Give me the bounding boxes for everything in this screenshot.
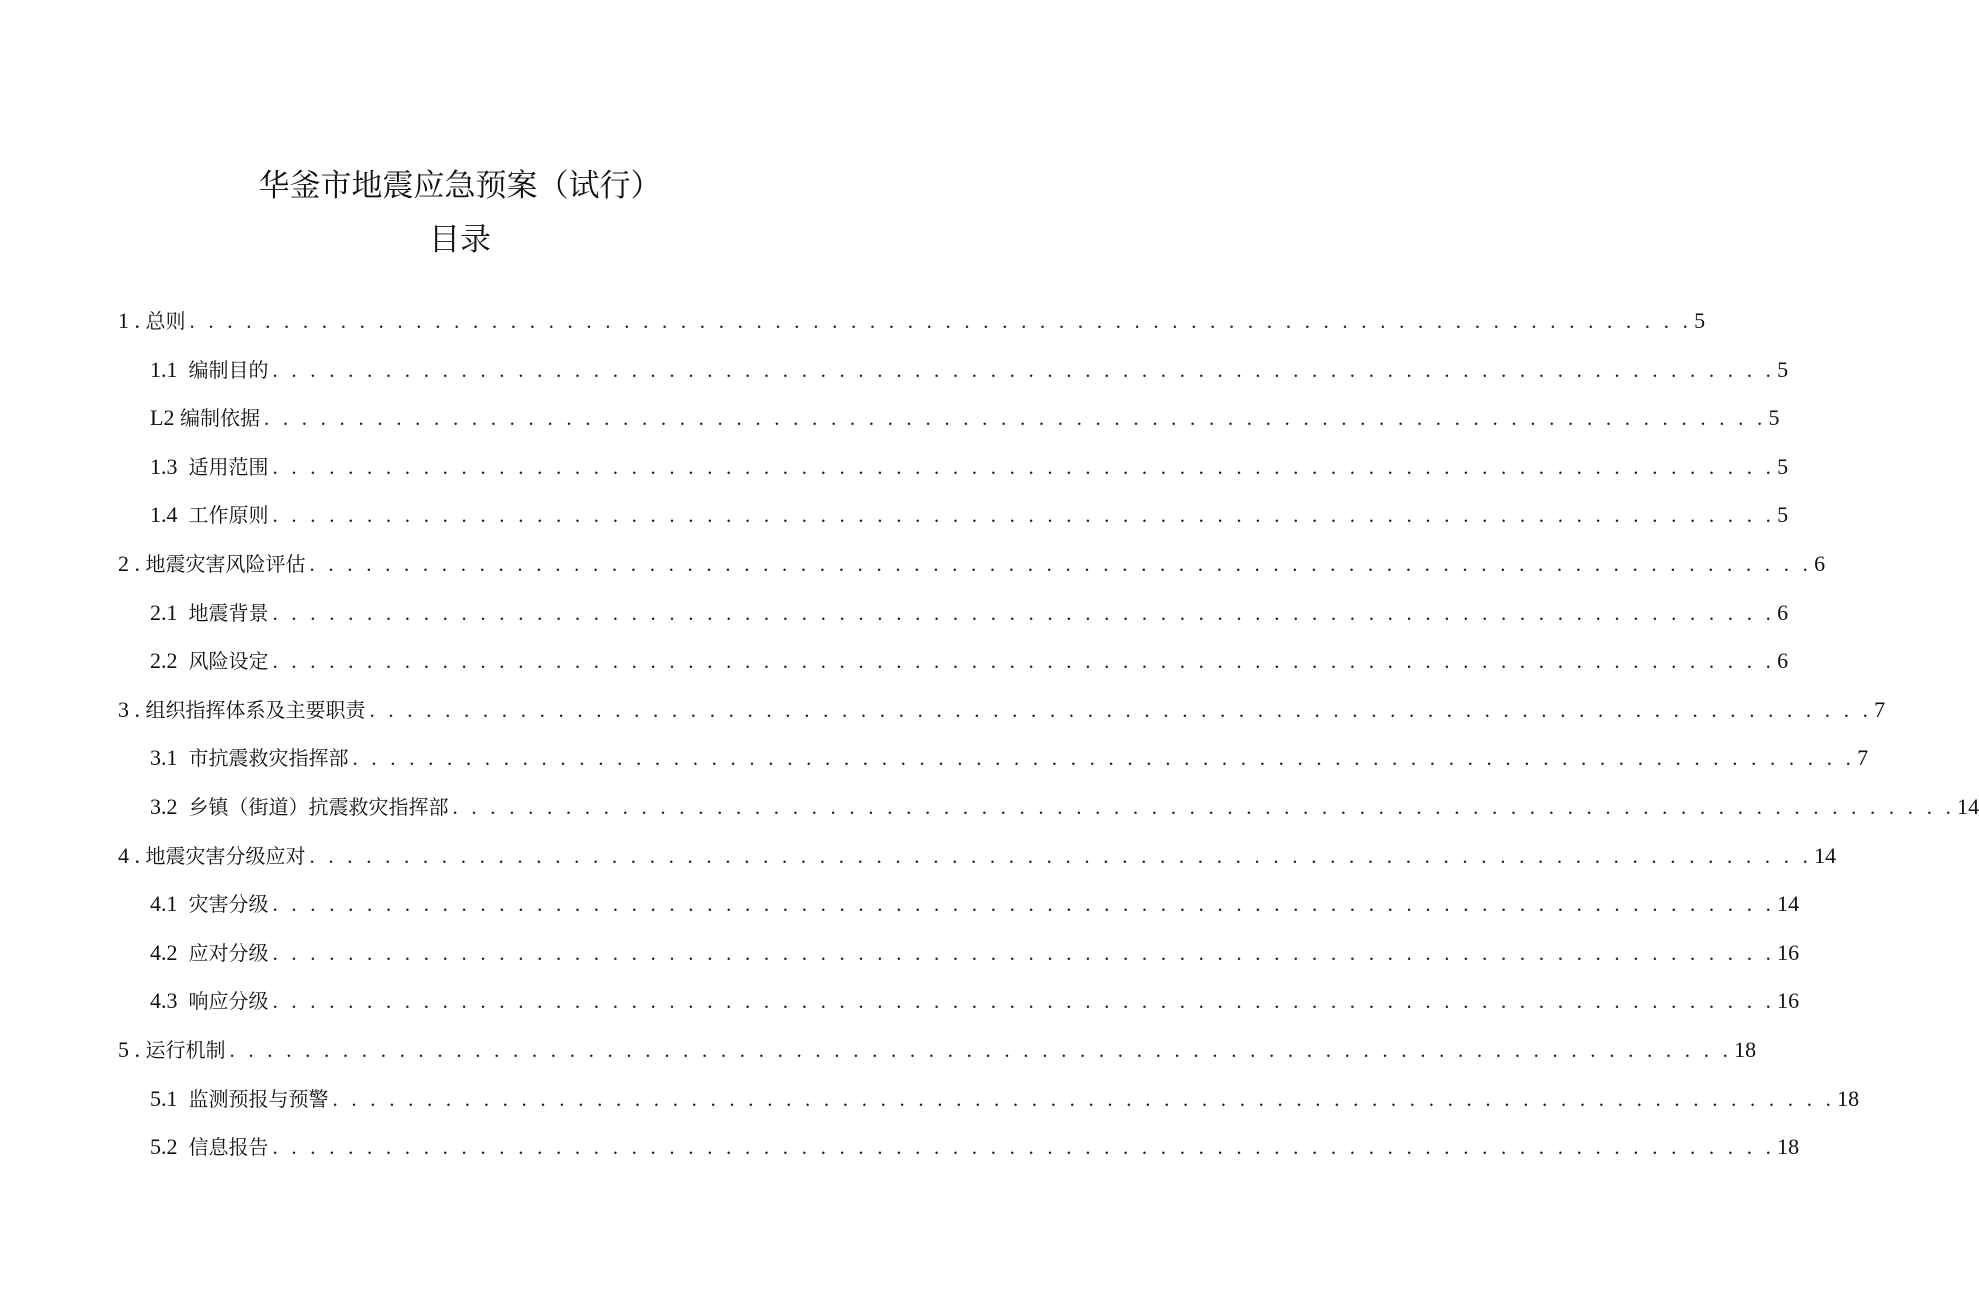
toc-entry[interactable] xyxy=(118,831,1837,871)
toc-entry[interactable] xyxy=(150,976,1800,1016)
toc-entry-number: 4.1 xyxy=(150,891,189,917)
toc-leader-dots: . . . . . . . . . . . . . . . . . . . . . . . . . . . . . . . . . . . . . . . . . . . . . . . . . . . . . . . . . . . . . . . . . . . . . . . . . . . . . . . . xyxy=(452,795,1956,819)
toc-leader-dots: . . . . . . . . . . . . . . . . . . . . . . . . . . . . . . . . . . . . . . . . . . . . . . . . . . . . . . . . . . . . . . . . . . . . . . . . . . . . . . . . xyxy=(272,600,1776,625)
toc-entry[interactable] xyxy=(150,879,1800,919)
toc-entry-label: 乡镇（街道）抗震救灾指挥部 xyxy=(188,795,449,819)
toc-entry-number: 2 . xyxy=(118,551,146,576)
toc-entry[interactable] xyxy=(118,539,1826,579)
toc-entry-label: 地震背景 xyxy=(188,600,269,625)
toc-leader-dots: . . . . . . . . . . . . . . . . . . . . . . . . . . . . . . . . . . . . . . . . . . . . . . . . . . . . . . . . . . . . . . . . . . . . . . . . . . . . . . . . xyxy=(229,1038,1733,1062)
toc-entry-number: 4 . xyxy=(118,842,146,868)
toc-entry-label: 监测预报与预警 xyxy=(188,1086,329,1111)
toc-entry-page-number: 6 xyxy=(1777,599,1789,625)
toc-leader-dots: . . . . . . . . . . . . . . . . . . . . . . . . . . . . . . . . . . . . . . . . . . . . . . . . . . . . . . . . . . . . . . . . . . . . . . . . . . . . . . . . xyxy=(309,843,1813,868)
toc-entry-label: 风险设定 xyxy=(188,649,269,674)
toc-entry-label: 运行机制 xyxy=(145,1038,226,1062)
toc-entry-number: 1.1 xyxy=(150,356,189,382)
toc-entry[interactable] xyxy=(150,442,1789,482)
toc-entry[interactable] xyxy=(150,588,1789,628)
toc-leader-dots: . . . . . . . . . . . . . . . . . . . . . . . . . . . . . . . . . . . . . . . . . . . . . . . . . . . . . . . . . . . . . . . . . . . . . . . . . . . . . . . . xyxy=(272,1135,1776,1160)
toc-heading: 目录 xyxy=(429,222,491,258)
toc-entry-page-number: 18 xyxy=(1734,1037,1757,1062)
toc-entry-number: 4.2 xyxy=(150,939,189,965)
toc-leader-dots: . . . . . . . . . . . . . . . . . . . . . . . . . . . . . . . . . . . . . . . . . . . . . . . . . . . . . . . . . . . . . . . . . . . . . . . . . . . . . . . . xyxy=(272,989,1776,1014)
toc-entry[interactable] xyxy=(150,1074,1860,1114)
toc-entry[interactable] xyxy=(150,393,1780,433)
toc-entry-number: 2.1 xyxy=(150,599,189,625)
toc-entry[interactable] xyxy=(150,733,1869,773)
toc-entry-page-number: 14 xyxy=(1814,842,1837,868)
toc-entry-label: 地震灾害风险评估 xyxy=(145,552,306,576)
toc-leader-dots: . . . . . . . . . . . . . . . . . . . . . . . . . . . . . . . . . . . . . . . . . . . . . . . . . . . . . . . . . . . . . . . . . . . . . . . . . . . . . . . . xyxy=(369,697,1873,722)
toc-leader-dots: . . . . . . . . . . . . . . . . . . . . . . . . . . . . . . . . . . . . . . . . . . . . . . . . . . . . . . . . . . . . . . . . . . . . . . . . . . . . . . . . xyxy=(272,503,1776,528)
document-title: 华釜市地震应急预案（试行） xyxy=(258,168,662,204)
toc-entry-page-number: 7 xyxy=(1874,696,1886,722)
toc-leader-dots: . . . . . . . . . . . . . . . . . . . . . . . . . . . . . . . . . . . . . . . . . . . . . . . . . . . . . . . . . . . . . . . . . . . . . . . . . . . . . . . . xyxy=(272,892,1776,917)
toc-entry-label: 总则 xyxy=(145,309,186,333)
toc-entry-label: 适用范围 xyxy=(188,454,269,479)
toc-leader-dots: . . . . . . . . . . . . . . . . . . . . . . . . . . . . . . . . . . . . . . . . . . . . . . . . . . . . . . . . . . . . . . . . . . . . . . . . . . . . . . . . xyxy=(272,357,1776,382)
toc-entry-page-number: 18 xyxy=(1837,1085,1860,1111)
toc-leader-dots: . . . . . . . . . . . . . . . . . . . . . . . . . . . . . . . . . . . . . . . . . . . . . . . . . . . . . . . . . . . . . . . . . . . . . . . . . . . . . . . . xyxy=(332,1086,1836,1111)
toc-entry-page-number: 5 xyxy=(1777,453,1789,479)
toc-entry-number: L2 xyxy=(150,405,180,431)
toc-entry-page-number: 14 xyxy=(1957,794,1979,819)
toc-entry[interactable] xyxy=(118,296,1706,336)
toc-leader-dots: . . . . . . . . . . . . . . . . . . . . . . . . . . . . . . . . . . . . . . . . . . . . . . . . . . . . . . . . . . . . . . . . . . . . . . . . . . . . . . . . xyxy=(189,309,1693,333)
toc-entry[interactable] xyxy=(118,685,1886,725)
toc-entry-label: 编制目的 xyxy=(188,357,269,382)
toc-entry[interactable] xyxy=(150,345,1789,385)
toc-entry-page-number: 5 xyxy=(1777,502,1789,528)
toc-entry[interactable] xyxy=(150,1122,1800,1162)
toc-entry[interactable] xyxy=(150,490,1789,530)
toc-entry-number: 3.2 xyxy=(150,794,189,819)
toc-entry-number: 2.2 xyxy=(150,648,189,674)
toc-entry-label: 信息报告 xyxy=(188,1135,269,1160)
toc-entry-label: 响应分级 xyxy=(188,989,269,1014)
toc-entry-number: 5 . xyxy=(118,1037,146,1062)
toc-entry-number: 1.4 xyxy=(150,502,189,528)
toc-entry-label: 工作原则 xyxy=(188,503,269,528)
toc-entry[interactable] xyxy=(118,1025,1757,1065)
toc-leader-dots: . . . . . . . . . . . . . . . . . . . . . . . . . . . . . . . . . . . . . . . . . . . . . . . . . . . . . . . . . . . . . . . . . . . . . . . . . . . . . . . . xyxy=(272,454,1776,479)
toc-entry-page-number: 5 xyxy=(1777,356,1789,382)
toc-entry-number: 5.2 xyxy=(150,1134,189,1160)
toc-entry-page-number: 18 xyxy=(1777,1134,1800,1160)
toc-leader-dots: . . . . . . . . . . . . . . . . . . . . . . . . . . . . . . . . . . . . . . . . . . . . . . . . . . . . . . . . . . . . . . . . . . . . . . . . . . . . . . . . xyxy=(352,746,1856,771)
toc-entry-page-number: 5 xyxy=(1694,308,1706,333)
toc-entry-label: 编制依据 xyxy=(179,406,260,431)
toc-entry-label: 灾害分级 xyxy=(188,892,269,917)
toc-leader-dots: . . . . . . . . . . . . . . . . . . . . . . . . . . . . . . . . . . . . . . . . . . . . . . . . . . . . . . . . . . . . . . . . . . . . . . . . . . . . . . . . xyxy=(272,649,1776,674)
toc-entry-number: 3.1 xyxy=(150,745,189,771)
toc-entry-page-number: 6 xyxy=(1777,648,1789,674)
toc-entry[interactable] xyxy=(150,782,1979,822)
toc-entry-page-number: 14 xyxy=(1777,891,1800,917)
toc-entry-page-number: 16 xyxy=(1777,939,1800,965)
toc-entry-number: 4.3 xyxy=(150,988,189,1014)
toc-entry-page-number: 5 xyxy=(1768,405,1780,431)
toc-entry-number: 1.3 xyxy=(150,453,189,479)
toc-leader-dots: . . . . . . . . . . . . . . . . . . . . . . . . . . . . . . . . . . . . . . . . . . . . . . . . . . . . . . . . . . . . . . . . . . . . . . . . . . . . . . . . xyxy=(309,552,1813,576)
toc-entry-page-number: 6 xyxy=(1814,551,1826,576)
toc-entry-label: 市抗震救灾指挥部 xyxy=(188,746,349,771)
toc-entry-number: 1 . xyxy=(118,308,146,333)
toc-entry-number: 5.1 xyxy=(150,1085,189,1111)
toc-entry-label: 地震灾害分级应对 xyxy=(145,843,306,868)
toc-entry-page-number: 7 xyxy=(1857,745,1869,771)
toc-entry-page-number: 16 xyxy=(1777,988,1800,1014)
toc-entry-label: 组织指挥体系及主要职责 xyxy=(145,697,366,722)
toc-leader-dots: . . . . . . . . . . . . . . . . . . . . . . . . . . . . . . . . . . . . . . . . . . . . . . . . . . . . . . . . . . . . . . . . . . . . . . . . . . . . . . . . xyxy=(272,940,1776,965)
toc-entry[interactable] xyxy=(150,636,1789,676)
toc-leader-dots: . . . . . . . . . . . . . . . . . . . . . . . . . . . . . . . . . . . . . . . . . . . . . . . . . . . . . . . . . . . . . . . . . . . . . . . . . . . . . . . . xyxy=(263,406,1767,431)
toc-entry-label: 应对分级 xyxy=(188,940,269,965)
toc-entry[interactable] xyxy=(150,928,1800,968)
toc-entry-number: 3 . xyxy=(118,696,146,722)
